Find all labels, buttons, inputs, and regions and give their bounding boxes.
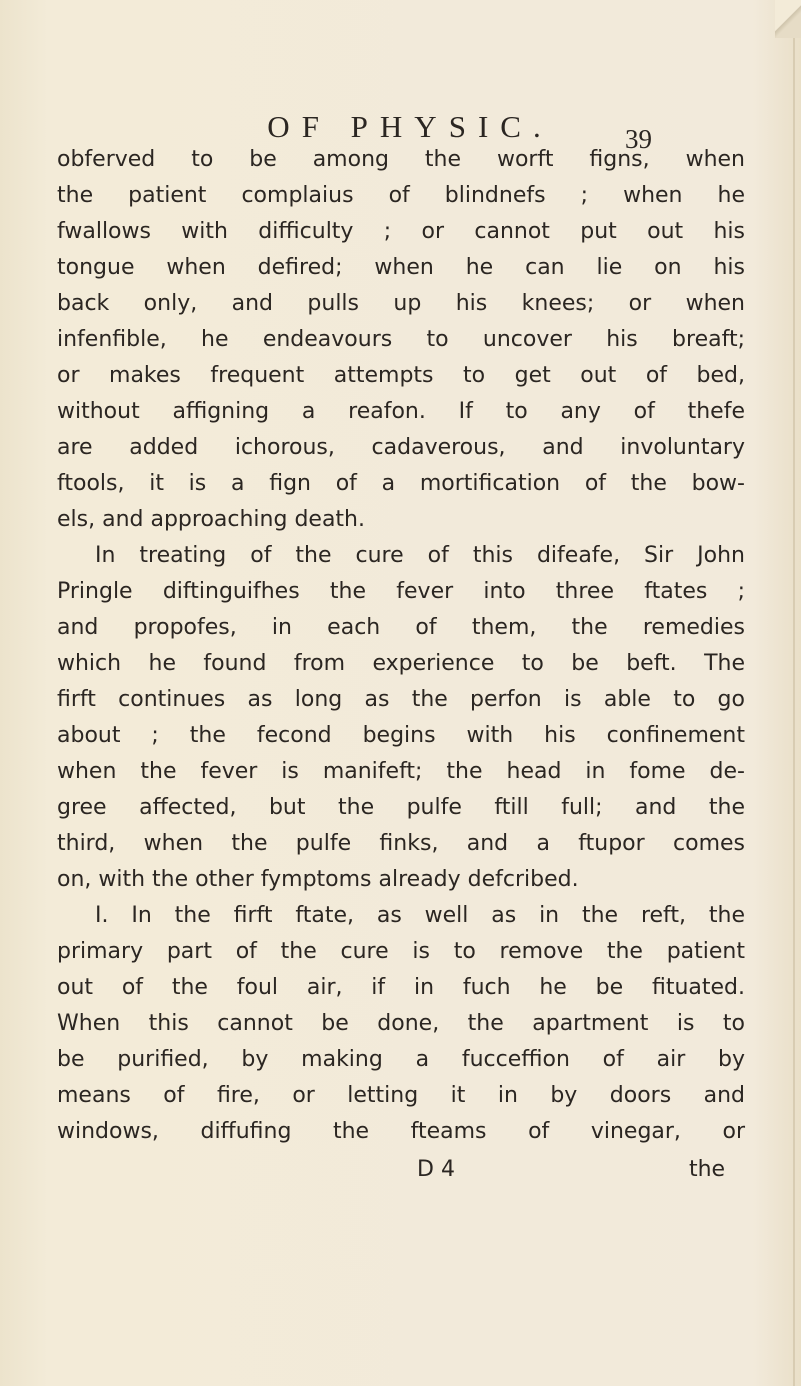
text-line: means of fire, or letting it in by doors and (57, 1083, 745, 1108)
text-line: windows, diffufing the fteams of vinegar, or (57, 1119, 745, 1144)
text-line: infenfible, he endeavours to uncover his breaft; (57, 327, 745, 352)
folded-corner (775, 0, 801, 38)
text-line: when the fever is manifeft; the head in fome de- (57, 759, 745, 784)
text-line: tongue when defired; when he can lie on his (57, 255, 745, 280)
text-line: or makes frequent attempts to get out of bed, (57, 363, 745, 388)
page-number: 39 (625, 124, 652, 154)
text-line: back only, and pulls up his knees; or when (57, 291, 745, 316)
text-line: the patient complaius of blindnefs ; when he (57, 183, 745, 208)
catchword: the (688, 1157, 726, 1182)
text-line: are added ichorous, cadaverous, and involuntary (57, 435, 745, 460)
text-line: and propofes, in each of them, the remedies (57, 615, 745, 640)
text-line: out of the foul air, if in fuch he be fituated. (57, 975, 745, 1000)
signature-mark: D 4 (417, 1157, 455, 1182)
text-line: ftools, it is a fign of a mortification of the bow- (57, 471, 745, 496)
paragraph-start-line: I. In the firft ftate, as well as in the reft, the (95, 903, 745, 928)
text-line: which he found from experience to be beft. The (57, 651, 745, 676)
text-line: gree affected, but the pulfe ftill full; and the (57, 795, 745, 820)
text-line: firft continues as long as the perfon is able to go (57, 687, 745, 712)
text-line: be purified, by making a fucceffion of air by (57, 1047, 745, 1072)
text-line: els, and approaching death. (57, 507, 365, 532)
text-line: Pringle diftinguifhes the fever into three ftates ; (57, 579, 745, 604)
text-line: When this cannot be done, the apartment is to (57, 1011, 745, 1036)
running-title: OF PHYSIC. (267, 109, 553, 144)
text-line: third, when the pulfe finks, and a ftupor comes (57, 831, 745, 856)
paragraph-start-line: In treating of the cure of this difeafe, Sir John (95, 543, 745, 568)
text-line: fwallows with difficulty ; or cannot put out his (57, 219, 745, 244)
text-line: without affigning a reafon. If to any of thefe (57, 399, 745, 424)
text-line: obferved to be among the worft figns, when (57, 147, 745, 172)
text-line: about ; the fecond begins with his confinement (57, 723, 745, 748)
page-footer (0, 1152, 801, 1188)
text-line: primary part of the cure is to remove the patient (57, 939, 745, 964)
text-line: on, with the other fymptoms already defcribed. (57, 867, 579, 892)
